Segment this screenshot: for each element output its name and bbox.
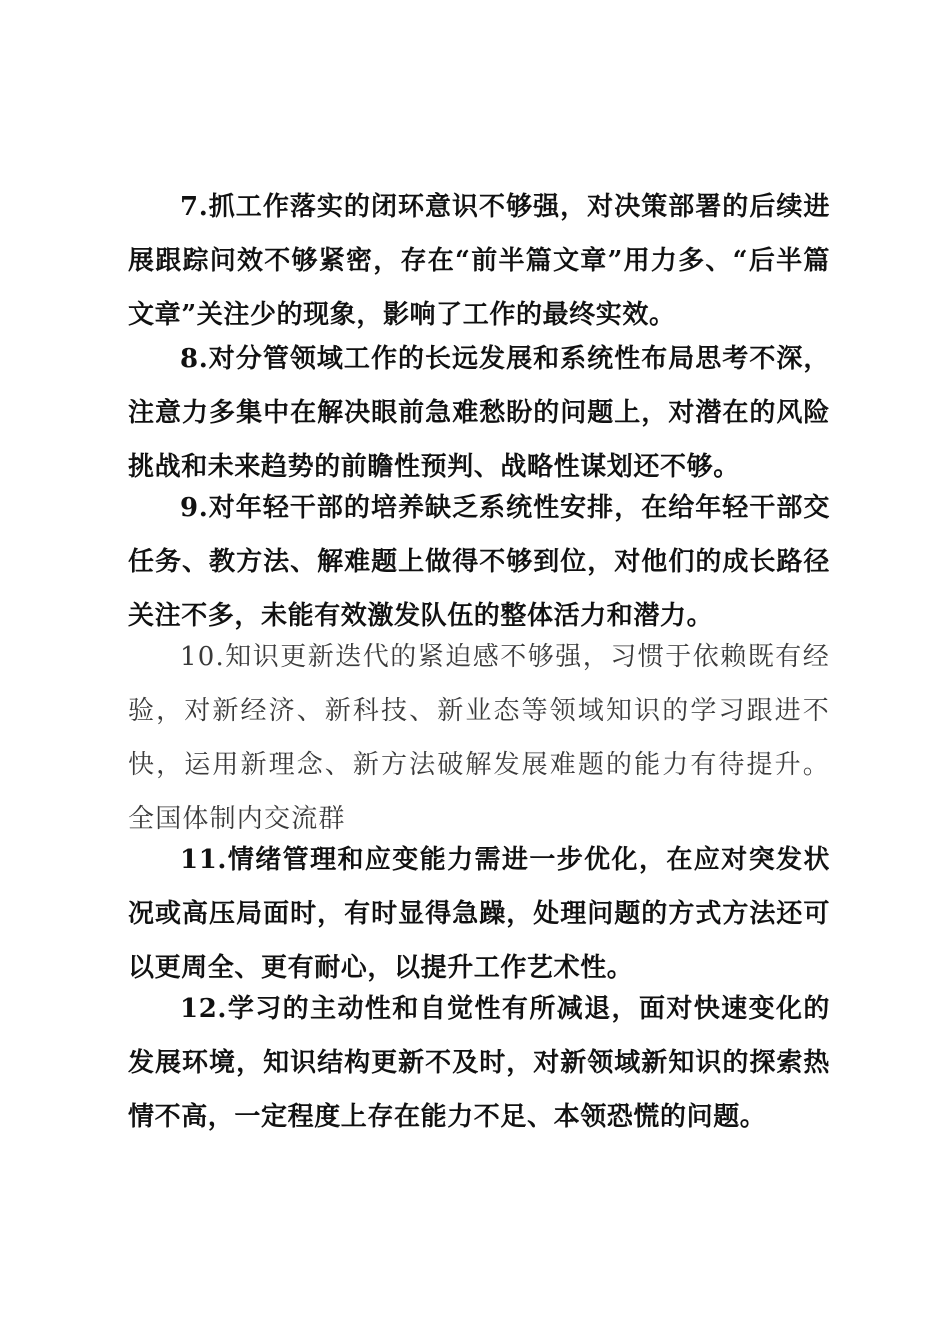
paragraph-12: 12.学习的主动性和自觉性有所减退，面对快速变化的发展环境，知识结构更新不及时，对新领域新知识的探索热情不高，一定程度上存在能力不足、本领恐慌的问题。 <box>128 994 830 1132</box>
paragraph-8: 8.对分管领域工作的长远发展和系统性布局思考不深，注意力多集中在解决眼前急难愁盼的问题上，对潜在的风险挑战和未来趋势的前瞻性预判、战略性谋划还不够。 <box>128 344 830 482</box>
paragraph-10: 10.知识更新迭代的紧迫感不够强，习惯于依赖既有经验，对新经济、新科技、新业态等领域知识的学习跟进不快，运用新理念、新方法破解发展难题的能力有待提升。全国体制内交流群 <box>128 642 830 834</box>
paragraph-11: 11.情绪管理和应变能力需进一步优化，在应对突发状况或高压局面时，有时显得急躁，处理问题的方式方法还可以更周全、更有耐心，以提升工作艺术性。 <box>128 845 830 983</box>
paragraph-7: 7.抓工作落实的闭环意识不够强，对决策部署的后续进展跟踪问效不够紧密，存在“前半篇文章”用力多、“后半篇文章”关注少的现象，影响了工作的最终实效。 <box>128 192 830 330</box>
paragraph-9: 9.对年轻干部的培养缺乏系统性安排，在给年轻干部交任务、教方法、解难题上做得不够到位，对他们的成长路径关注不多，未能有效激发队伍的整体活力和潜力。 <box>128 493 830 631</box>
